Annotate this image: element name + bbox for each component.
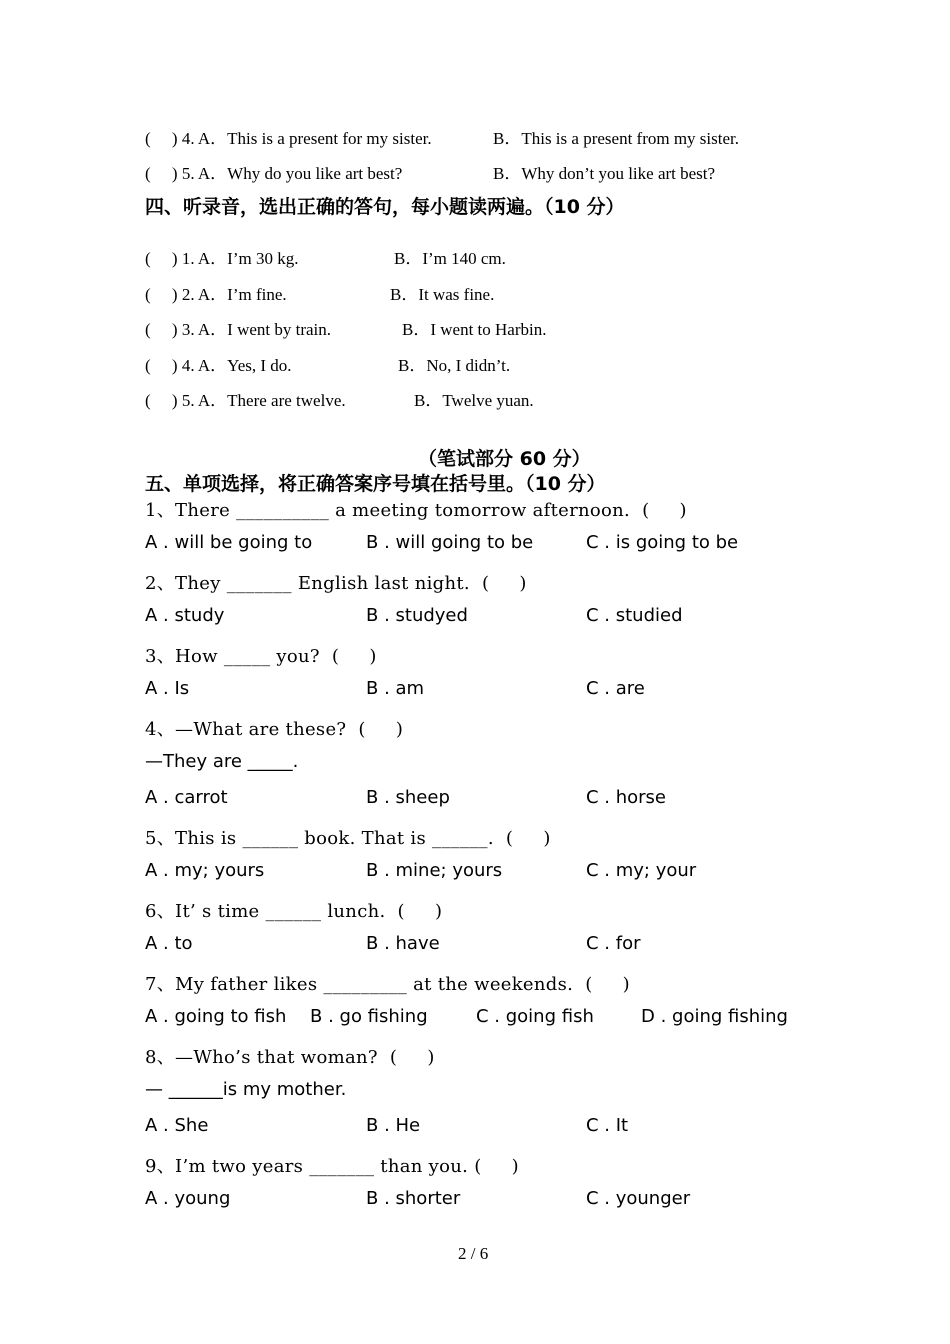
s4-item-1-b: B．I’m 140 cm.: [394, 249, 506, 268]
s3-item-5-a: ( ) 5. A．Why do you like art best?: [145, 164, 403, 183]
q3-option-a: A . Is: [145, 678, 190, 699]
q6-option-a: A . to: [145, 933, 193, 954]
s3-item-5-b: B．Why don’t you like art best?: [493, 164, 716, 183]
q2-stem: 2、They _______ English last night. ( ): [145, 573, 527, 594]
s4-item-1-a: ( ) 1. A．I’m 30 kg.: [145, 249, 299, 268]
q1-stem: 1、There __________ a meeting tomorrow afternoon. ( ): [145, 500, 687, 521]
q3-option-b: B . am: [366, 678, 425, 699]
q5-option-a: A . my; yours: [145, 860, 265, 881]
s4-item-4-b: B．No, I didn’t.: [398, 356, 511, 375]
q7-stem: 7、My father likes _________ at the weekends. ( ): [145, 974, 630, 995]
q9-stem: 9、I’m two years _______ than you. ( ): [145, 1156, 519, 1177]
q6-option-b: B . have: [366, 933, 440, 954]
q4-option-a: A . carrot: [145, 787, 228, 808]
q4-sub-line: —They are _____.: [145, 751, 299, 772]
s4-item-3-b: B．I went to Harbin.: [402, 320, 547, 339]
q5-option-b: B . mine; yours: [366, 860, 503, 881]
q4-option-c: C . horse: [586, 787, 667, 808]
s4-item-4-a: ( ) 4. A．Yes, I do.: [145, 356, 292, 375]
q5-stem: 5、This is ______ book. That is ______. ( ): [145, 828, 551, 849]
q8-sub-line: — ______is my mother.: [145, 1079, 347, 1100]
section4-heading: 四、听录音，选出正确的答句，每小题读两遍。（10 分）: [145, 196, 625, 218]
q3-stem: 3、How _____ you? ( ): [145, 646, 377, 667]
q3-option-c: C . are: [586, 678, 645, 699]
q8-option-a: A . She: [145, 1115, 209, 1136]
q8-stem: 8、—Who’s that woman? ( ): [145, 1047, 435, 1068]
q8-option-c: C . It: [586, 1115, 629, 1136]
s4-item-2-b: B．It was fine.: [390, 285, 495, 304]
q2-option-b: B . studyed: [366, 605, 468, 626]
q5-option-c: C . my; your: [586, 860, 697, 881]
q4-stem: 4、—What are these? ( ): [145, 719, 404, 740]
q6-option-c: C . for: [586, 933, 641, 954]
q7-option-c: C . going fish: [476, 1006, 594, 1027]
q9-option-a: A . young: [145, 1188, 231, 1209]
q8-option-b: B . He: [366, 1115, 421, 1136]
s3-item-4-b: B．This is a present from my sister.: [493, 129, 740, 148]
q7-option-a: A . going to fish: [145, 1006, 287, 1027]
q1-option-c: C . is going to be: [586, 532, 739, 553]
s4-item-5-b: B．Twelve yuan.: [414, 391, 534, 410]
page-number: 2 / 6: [458, 1244, 489, 1263]
section5-heading: 五、单项选择，将正确答案序号填在括号里。（10 分）: [145, 473, 606, 495]
q9-option-b: B . shorter: [366, 1188, 461, 1209]
q1-option-a: A . will be going to: [145, 532, 313, 553]
q9-option-c: C . younger: [586, 1188, 691, 1209]
s4-item-2-a: ( ) 2. A．I’m fine.: [145, 285, 287, 304]
written-part-title: （笔试部分 60 分）: [418, 448, 591, 470]
s4-item-5-a: ( ) 5. A．There are twelve.: [145, 391, 346, 410]
q4-option-b: B . sheep: [366, 787, 450, 808]
q7-option-d: D . going fishing: [641, 1006, 788, 1027]
q2-option-a: A . study: [145, 605, 225, 626]
s3-item-4-a: ( ) 4. A．This is a present for my sister.: [145, 129, 432, 148]
q7-option-b: B . go fishing: [310, 1006, 428, 1027]
s4-item-3-a: ( ) 3. A．I went by train.: [145, 320, 332, 339]
q2-option-c: C . studied: [586, 605, 683, 626]
q6-stem: 6、It’ s time ______ lunch. ( ): [145, 901, 443, 922]
q1-option-b: B . will going to be: [366, 532, 534, 553]
